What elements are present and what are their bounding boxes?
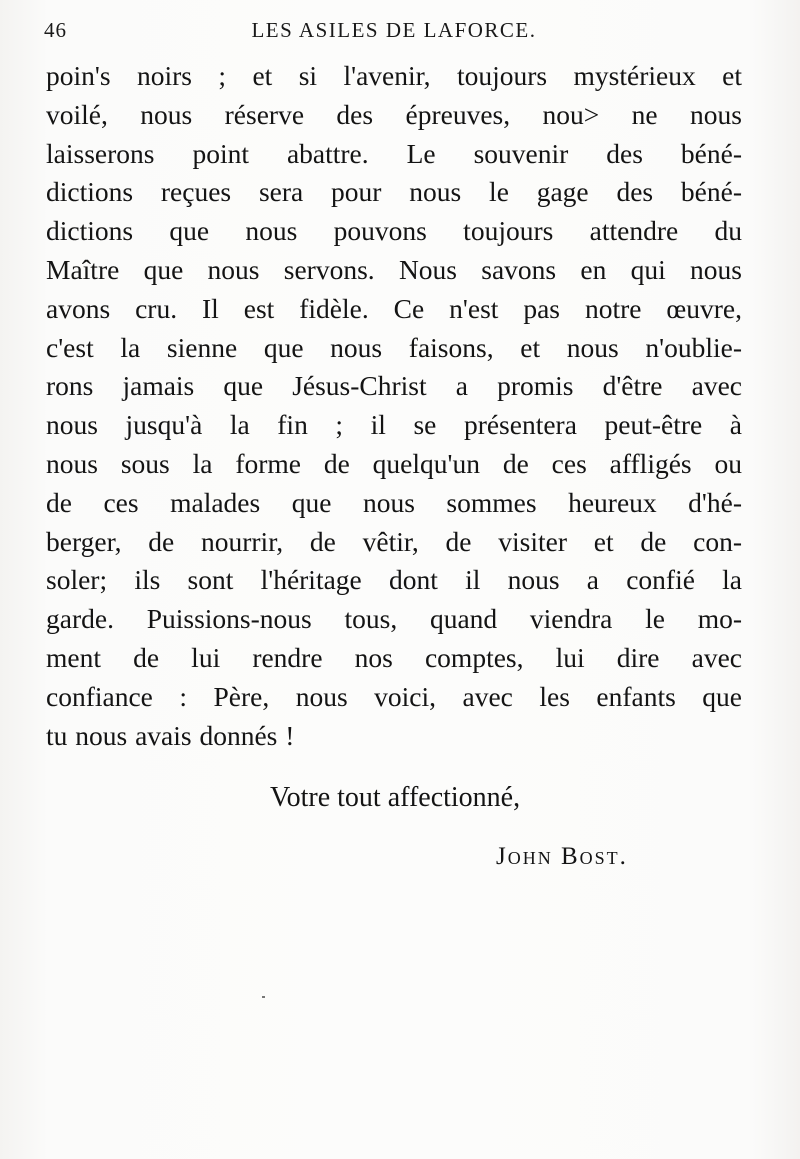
text-line: Maître que nous servons. Nous savons en qui nous (46, 253, 742, 285)
ink-speck (262, 996, 265, 998)
signature-first-name: John (496, 843, 553, 870)
page-header (44, 18, 744, 48)
body-paragraph (46, 57, 742, 755)
text-line: garde. Puissions-nous tous, quand viendra le mo- (46, 603, 742, 635)
text-line: c'est la sienne que nous faisons, et nous n'oublie- (46, 331, 742, 363)
text-line: soler; ils sont l'héritage dont il nous a confié la (46, 564, 742, 596)
text-line: poin's noirs ; et si l'avenir, toujours mystérieux et (46, 60, 742, 91)
signature-last-name: Bost. (560, 843, 628, 870)
running-title: LES ASILES DE LAFORCE. (251, 18, 537, 42)
text-line: rons jamais que Jésus-Christ a promis d'être avec (46, 370, 742, 402)
text-line: dictions que nous pouvons toujours attendre du (46, 215, 742, 247)
text-line-last: tu nous avais donnés ! (46, 719, 295, 751)
text-line: avons cru. Il est fidèle. Ce n'est pas notre œuvre, (46, 292, 742, 324)
text-line: ment de lui rendre nos comptes, lui dire avec (46, 641, 742, 673)
text-line: dictions reçues sera pour nous le gage des béné- (46, 176, 742, 208)
closing-salutation: Votre tout affectionné, (270, 782, 521, 813)
signature (496, 843, 628, 871)
page-number: 46 (44, 18, 67, 42)
text-line: confiance : Père, nous voici, avec les enfants que (46, 680, 742, 712)
text-line: voilé, nous réserve des épreuves, nou> ne nous (46, 98, 742, 130)
text-line: berger, de nourrir, de vêtir, de visiter et de con- (46, 525, 742, 557)
text-line: de ces malades que nous sommes heureux d'hé- (46, 486, 742, 518)
text-line: nous sous la forme de quelqu'un de ces affligés ou (46, 447, 742, 479)
text-line: laisserons point abattre. Le souvenir des béné- (46, 137, 742, 169)
text-line: nous jusqu'à la fin ; il se présentera peut-être à (46, 409, 742, 441)
